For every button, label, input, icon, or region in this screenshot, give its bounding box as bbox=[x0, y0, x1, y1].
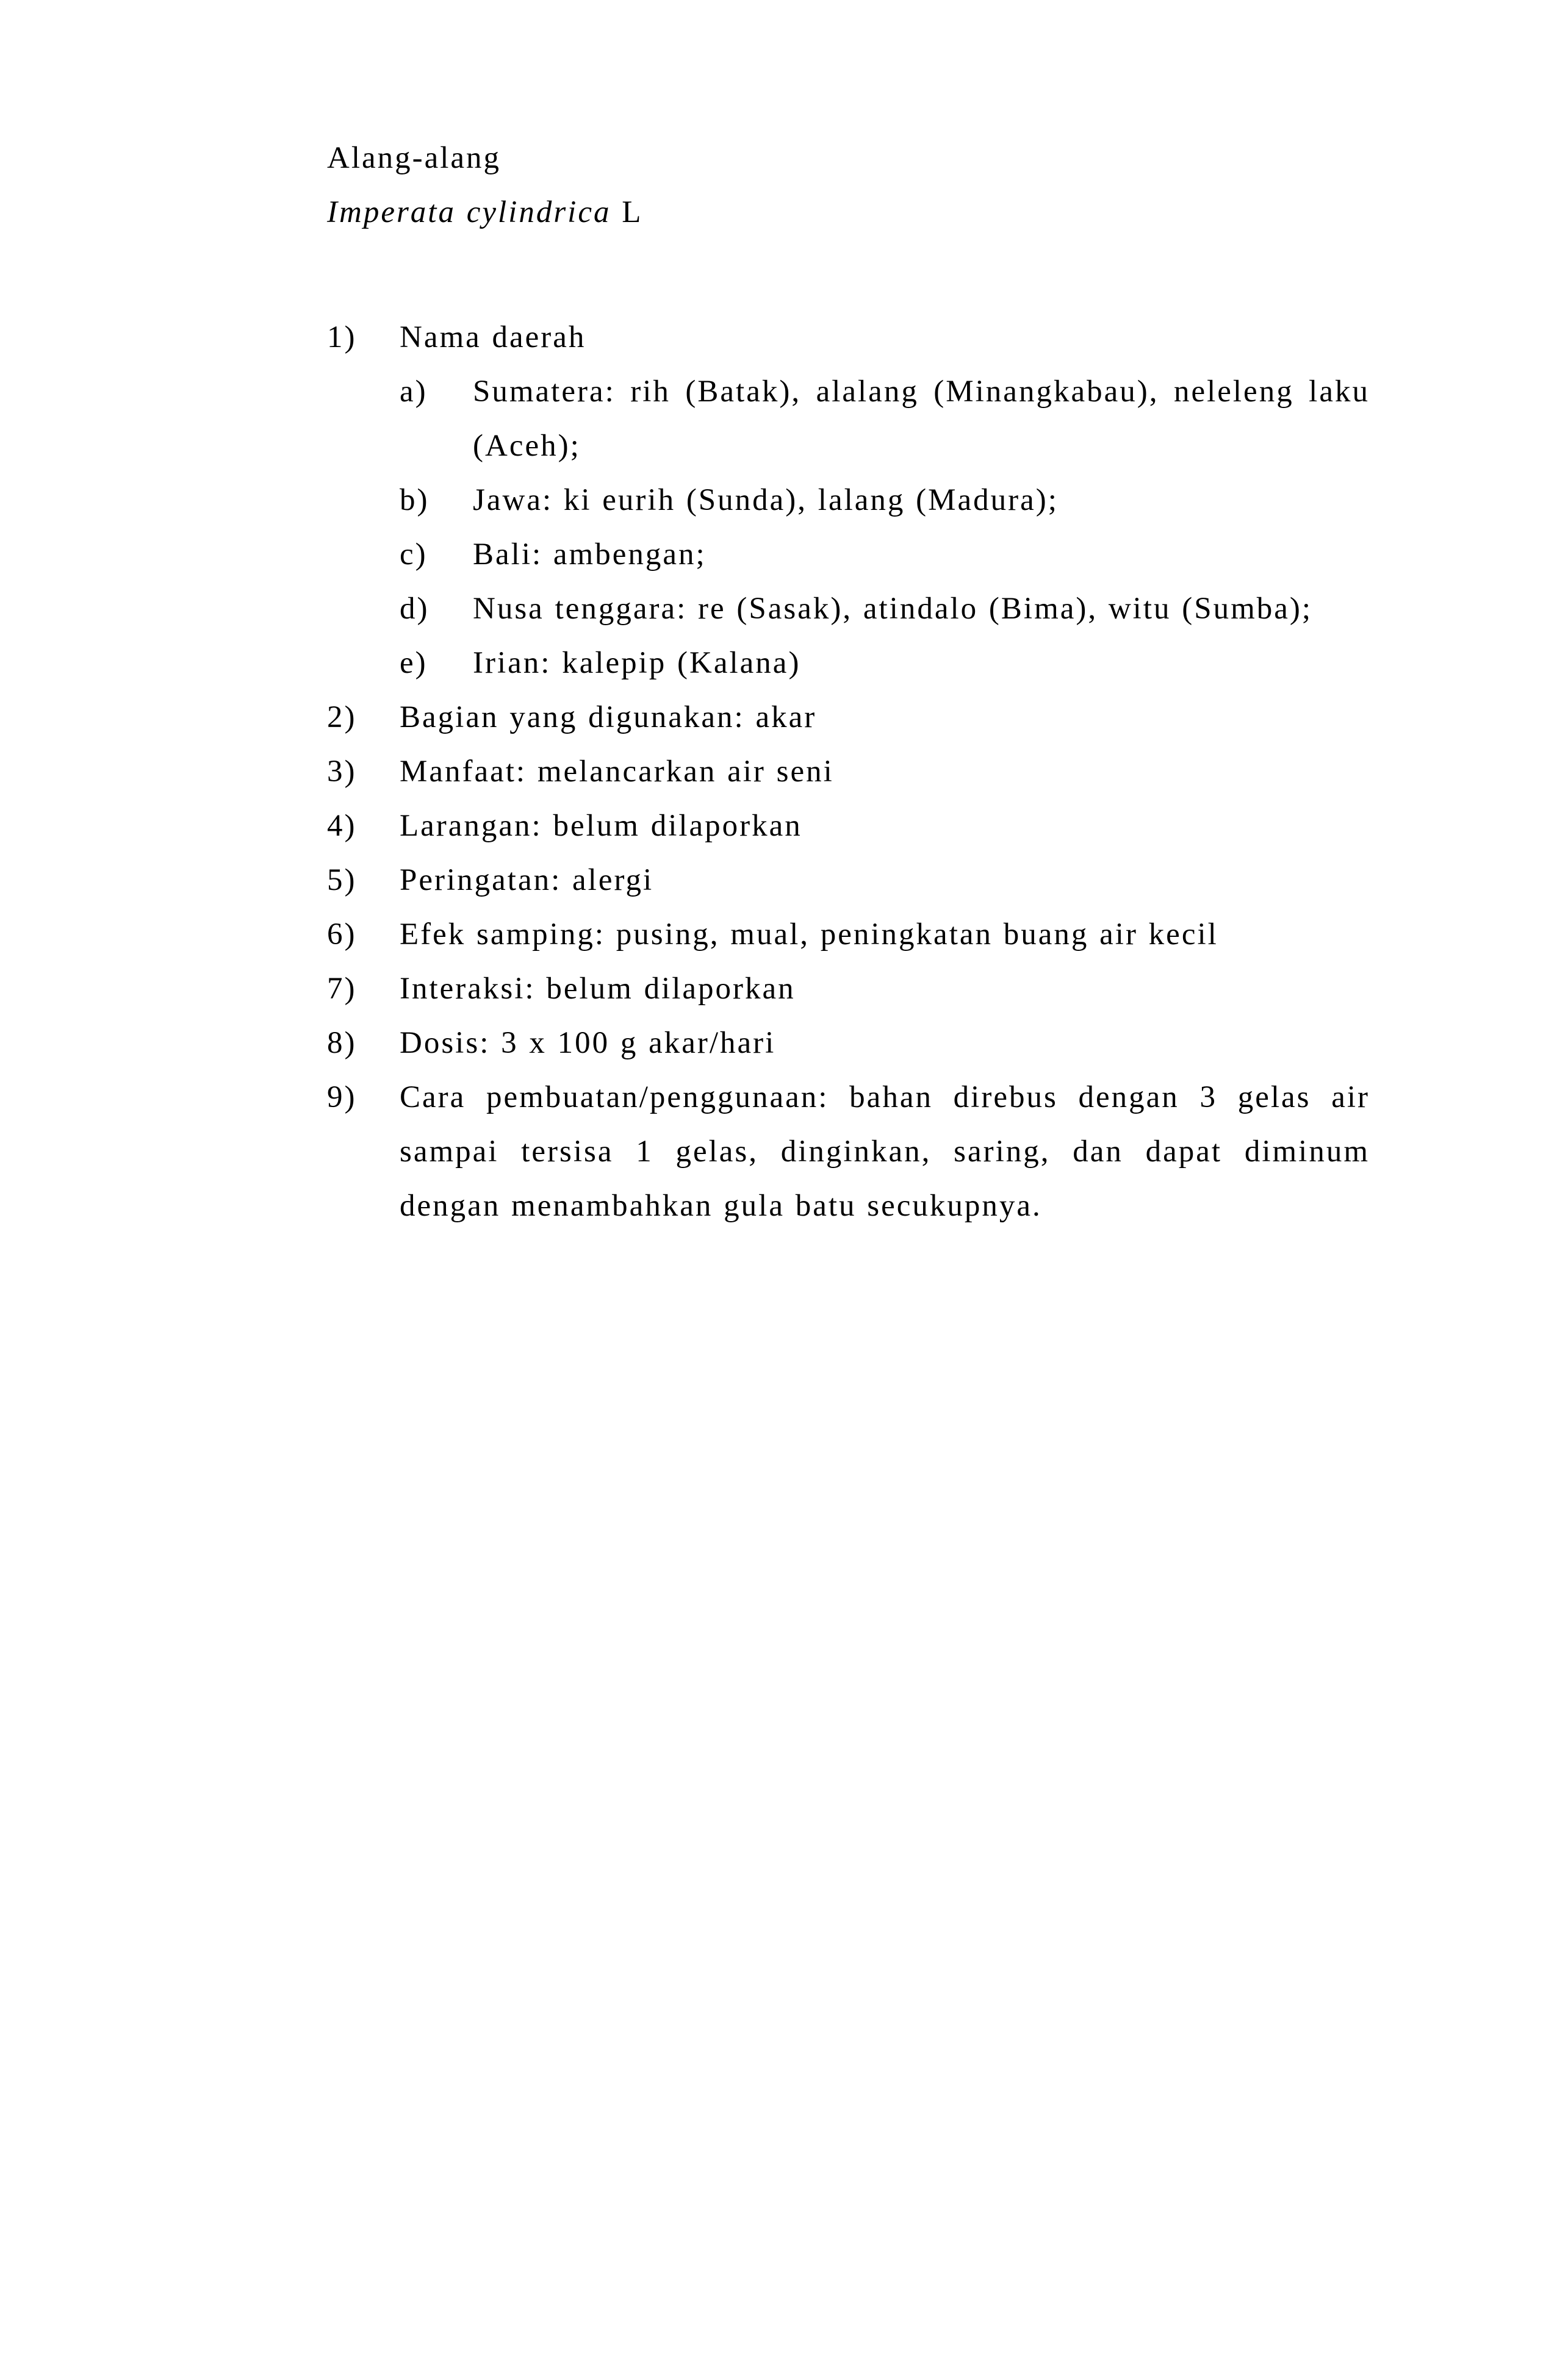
list-item-line: Larangan: belum dilaporkan bbox=[400, 809, 802, 843]
sub-item-marker: c) bbox=[400, 537, 428, 572]
list-item-line: Cara pembuatan/penggunaan: bahan direbus dengan 3 gelas air bbox=[400, 1080, 1370, 1114]
list-item-marker: 9) bbox=[327, 1080, 357, 1114]
sub-list-item bbox=[400, 528, 1370, 582]
list-item-content bbox=[400, 853, 1370, 908]
list-item-content bbox=[400, 1070, 1370, 1233]
sub-item-marker: e) bbox=[400, 646, 428, 680]
list-item-content bbox=[400, 310, 1370, 690]
list-item bbox=[327, 853, 1370, 908]
list-item bbox=[327, 745, 1370, 799]
list-item bbox=[327, 1016, 1370, 1070]
list-item-content bbox=[400, 799, 1370, 853]
list-item bbox=[327, 690, 1370, 745]
list-item-content bbox=[400, 745, 1370, 799]
list-item-content bbox=[400, 908, 1370, 962]
sub-item-marker: b) bbox=[400, 483, 430, 517]
sub-item-line: Bali: ambengan; bbox=[473, 537, 707, 572]
list-item-content bbox=[400, 690, 1370, 745]
doc-latin-name bbox=[327, 185, 642, 240]
list-item-marker: 1) bbox=[327, 320, 357, 354]
sub-list-item bbox=[400, 365, 1370, 473]
sub-item-marker: a) bbox=[400, 375, 428, 409]
list-item bbox=[327, 310, 1370, 690]
sub-item-line: Irian: kalepip (Kalana) bbox=[473, 646, 801, 680]
list-item-line: Nama daerah bbox=[400, 320, 586, 354]
list-item bbox=[327, 908, 1370, 962]
list-item-marker: 7) bbox=[327, 972, 357, 1006]
list-item-marker: 2) bbox=[327, 700, 357, 734]
sub-item-content bbox=[473, 582, 1370, 636]
sub-item-content bbox=[473, 365, 1370, 473]
sub-list-item bbox=[400, 473, 1370, 528]
numbered-list bbox=[327, 310, 1370, 1233]
list-item-line: Peringatan: alergi bbox=[400, 863, 654, 897]
list-item-line: Bagian yang digunakan: akar bbox=[400, 700, 817, 734]
list-item-marker: 6) bbox=[327, 917, 357, 952]
sub-item-marker: d) bbox=[400, 592, 430, 626]
list-item-marker: 4) bbox=[327, 809, 357, 843]
sub-item-line: Nusa tenggara: re (Sasak), atindalo (Bima), witu (Sumba); bbox=[473, 592, 1313, 626]
sub-item-content bbox=[473, 636, 1370, 690]
list-item-content bbox=[400, 962, 1370, 1016]
latin-name-italic: Imperata cylindrica bbox=[327, 195, 611, 229]
doc-title: Alang-alang bbox=[327, 141, 502, 175]
title-block bbox=[327, 131, 642, 240]
list-item-line: Interaksi: belum dilaporkan bbox=[400, 972, 796, 1006]
sub-item-content bbox=[473, 528, 1370, 582]
latin-name-suffix: L bbox=[611, 195, 643, 229]
list-item-marker: 3) bbox=[327, 755, 357, 789]
sub-item-content bbox=[473, 473, 1370, 528]
list-item bbox=[327, 799, 1370, 853]
list-item-line: Efek samping: pusing, mual, peningkatan buang air kecil bbox=[400, 917, 1218, 952]
sub-list-item bbox=[400, 582, 1370, 636]
list-item-line: Manfaat: melancarkan air seni bbox=[400, 755, 834, 789]
sub-list-item bbox=[400, 636, 1370, 690]
list-item-marker: 5) bbox=[327, 863, 357, 897]
sub-item-line: Jawa: ki eurih (Sunda), lalang (Madura); bbox=[473, 483, 1059, 517]
list-item-marker: 8) bbox=[327, 1026, 357, 1060]
list-item-line: Dosis: 3 x 100 g akar/hari bbox=[400, 1026, 776, 1060]
sub-item-line: Sumatera: rih (Batak), alalang (Minangkabau), neleleng laku bbox=[473, 375, 1370, 409]
list-item-line: dengan menambahkan gula batu secukupnya. bbox=[400, 1189, 1042, 1223]
list-item-content bbox=[400, 1016, 1370, 1070]
list-item bbox=[327, 962, 1370, 1016]
list-item bbox=[327, 1070, 1370, 1233]
list-item-line: sampai tersisa 1 gelas, dinginkan, saring, dan dapat diminum bbox=[400, 1134, 1370, 1169]
sub-item-line: (Aceh); bbox=[473, 429, 581, 463]
